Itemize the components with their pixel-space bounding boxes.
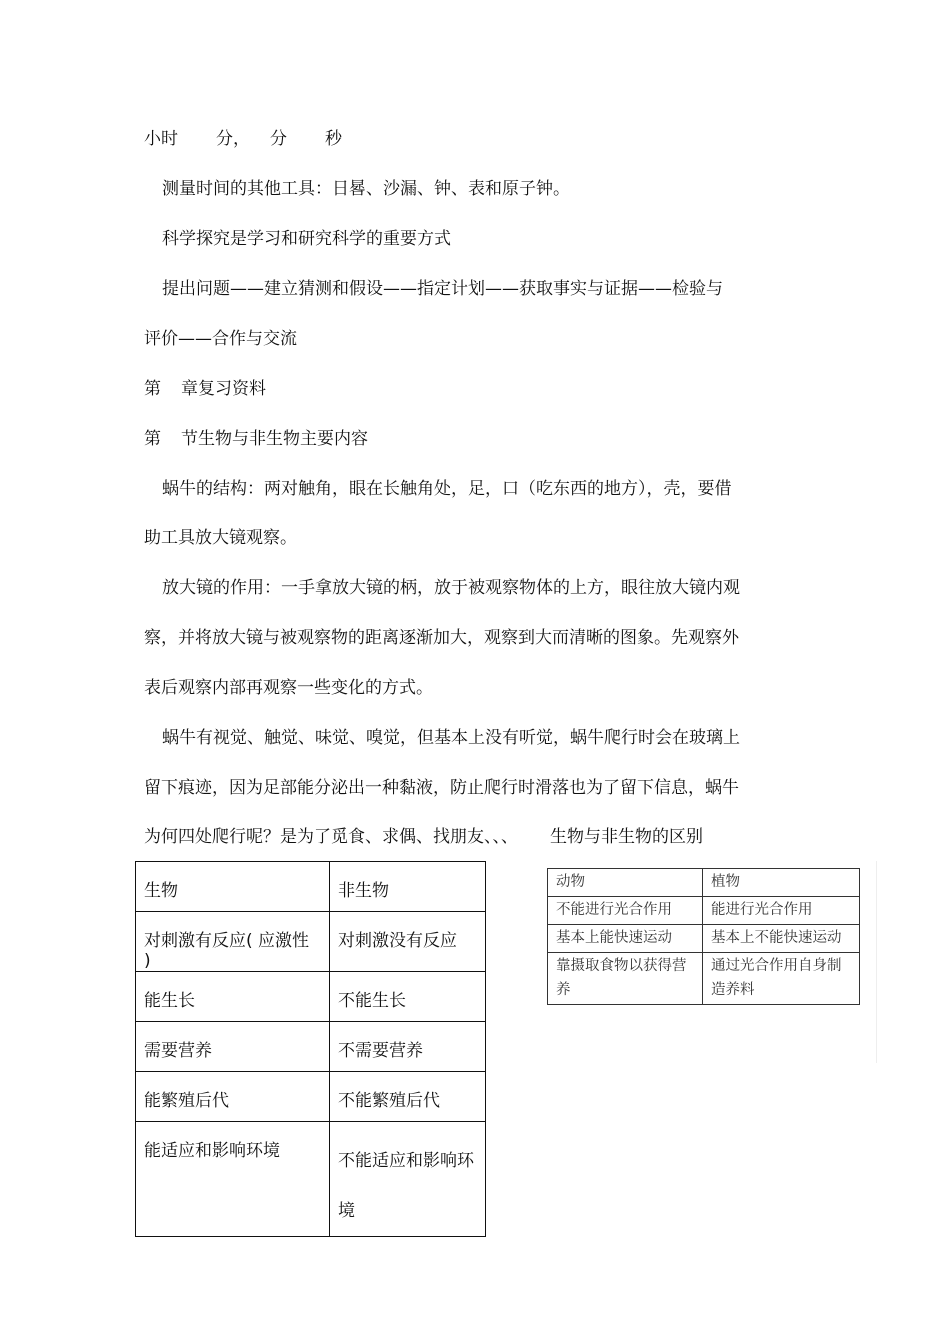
table-cell: 对刺激有反应( 应激性 ) (136, 912, 330, 972)
chapter-heading (144, 378, 266, 400)
paragraph-line: 察，并将放大镜与被观察物的距离逐渐加大，观察到大而清晰的图象。先观察外 (144, 628, 739, 648)
paragraph-line: 蜗牛有视觉、触觉、味觉、嗅觉，但基本上没有听觉，蜗牛爬行时会在玻璃上 (162, 728, 740, 748)
paragraph-line (144, 826, 703, 848)
paragraph-line: 测量时间的其他工具：日晷、沙漏、钟、表和原子钟。 (162, 179, 570, 199)
table-cell: 需要营养 (136, 1022, 330, 1072)
table-cell: 动物 (548, 869, 703, 897)
table-row (136, 912, 486, 972)
paragraph-line: 评价——合作与交流 (144, 329, 297, 349)
paragraph-line: 助工具放大镜观察。 (144, 528, 297, 548)
table-cell: 通过光合作用自身制造养料 (703, 953, 860, 1005)
table-cell: 生物 (136, 862, 330, 912)
table-row (136, 1022, 486, 1072)
table-row (548, 869, 860, 897)
table-cell: 基本上不能快速运动 (703, 925, 860, 953)
chapter-prefix: 第 (144, 379, 161, 399)
table-cell: 植物 (703, 869, 860, 897)
unit-second: 秒 (325, 129, 342, 149)
table-cell: 基本上能快速运动 (548, 925, 703, 953)
unit-minute: 分 (270, 129, 287, 149)
table-cell: 能适应和影响环境 (136, 1122, 330, 1237)
paragraph-line: 放大镜的作用：一手拿放大镜的柄，放于被观察物体的上方，眼往放大镜内观 (162, 578, 740, 598)
unit-hour: 小时 (144, 129, 178, 149)
section-heading (144, 428, 368, 450)
table-cell: 不需要营养 (330, 1022, 486, 1072)
table-cell: 不能繁殖后代 (330, 1072, 486, 1122)
table-row (136, 1122, 486, 1237)
table-cell: 不能生长 (330, 972, 486, 1022)
paragraph-line: 提出问题——建立猜测和假设——指定计划——获取事实与证据——检验与 (162, 279, 723, 299)
table-row (136, 972, 486, 1022)
paragraph-line: 科学探究是学习和研究科学的重要方式 (162, 229, 451, 249)
table-row (136, 1072, 486, 1122)
table-caption: 生物与非生物的区别 (550, 827, 703, 847)
section-prefix: 第 (144, 429, 161, 449)
table-row (136, 862, 486, 912)
section-title: 节生物与非生物主要内容 (181, 429, 368, 449)
table-cell: 非生物 (330, 862, 486, 912)
chapter-title: 章复习资料 (181, 379, 266, 399)
snail-question: 为何四处爬行呢？是为了觅食、求偶、找朋友、、、 (144, 827, 518, 847)
table-row (548, 925, 860, 953)
animal-plant-table (547, 868, 860, 1005)
table-cell: 对刺激没有反应 (330, 912, 486, 972)
paragraph-line: 蜗牛的结构：两对触角，眼在长触角处，足，口（吃东西的地方），壳，要借 (162, 479, 732, 499)
paragraph-line: 表后观察内部再观察一些变化的方式。 (144, 678, 433, 698)
table-cell: 能生长 (136, 972, 330, 1022)
table-row (548, 897, 860, 925)
paragraph-line: 留下痕迹，因为足部能分泌出一种黏液，防止爬行时滑落也为了留下信息，蜗牛 (144, 778, 739, 798)
table-row (548, 953, 860, 1005)
unit-minute-comma: 分， (216, 129, 250, 149)
table-cell: 不能适应和影响环境 (330, 1122, 486, 1237)
living-nonliving-table (135, 861, 486, 1237)
table-cell: 不能进行光合作用 (548, 897, 703, 925)
time-units-line (144, 128, 342, 150)
table-cell: 能繁殖后代 (136, 1072, 330, 1122)
table-cell: 能进行光合作用 (703, 897, 860, 925)
table-cell: 靠摄取食物以获得营养 (548, 953, 703, 1005)
